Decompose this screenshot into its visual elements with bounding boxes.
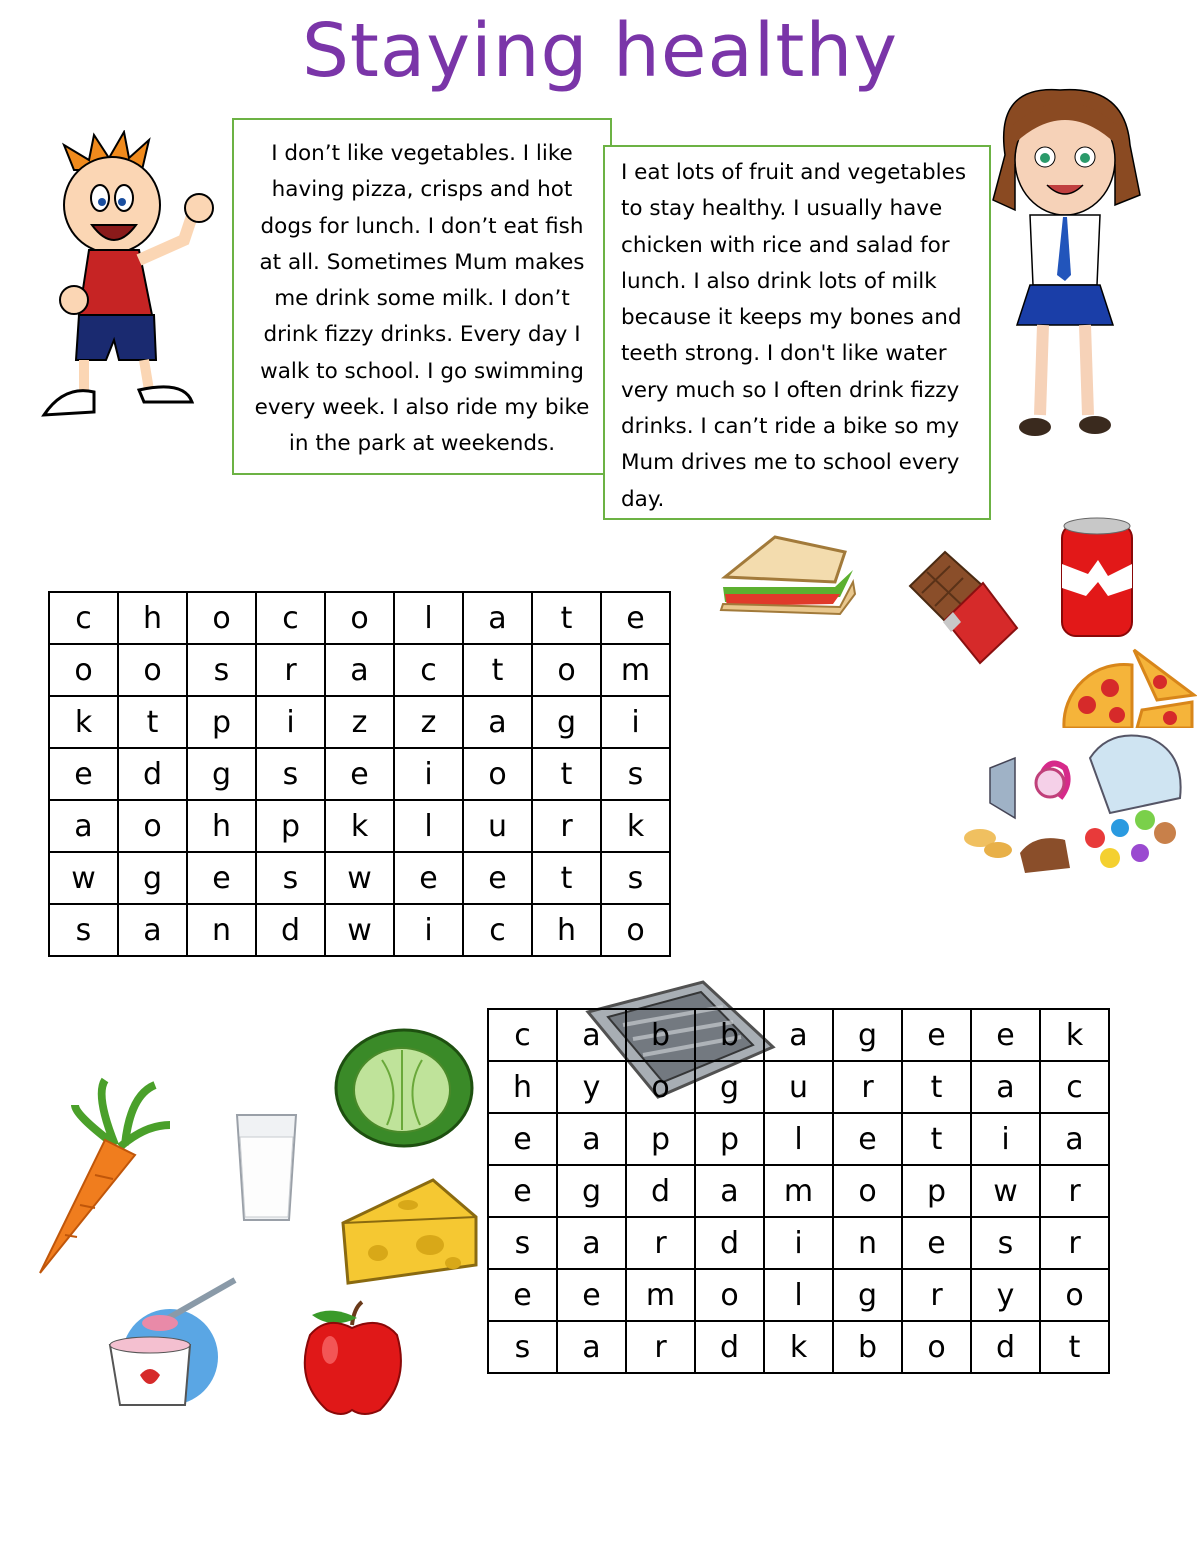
grid-letter-cell[interactable]: k: [325, 800, 394, 852]
grid-row: [488, 1321, 1109, 1373]
cabbage-icon: [332, 1020, 477, 1150]
grid-letter-cell[interactable]: o: [601, 904, 670, 956]
page-title: Staying healthy: [301, 8, 899, 94]
grid-letter-cell[interactable]: s: [49, 904, 118, 956]
grid-letter-cell[interactable]: y: [557, 1061, 626, 1113]
grid-letter-cell[interactable]: e: [49, 748, 118, 800]
grid-letter-cell[interactable]: m: [764, 1165, 833, 1217]
carrot-icon: [35, 1075, 175, 1275]
girl-illustration: [985, 85, 1155, 445]
grid-letter-cell[interactable]: t: [118, 696, 187, 748]
grid-letter-cell[interactable]: b: [695, 1009, 764, 1061]
grid-letter-cell[interactable]: e: [601, 592, 670, 644]
grid-row: [488, 1113, 1109, 1165]
grid-letter-cell[interactable]: c: [49, 592, 118, 644]
grid-letter-cell[interactable]: o: [118, 644, 187, 696]
grid-letter-cell[interactable]: g: [532, 696, 601, 748]
grid-letter-cell[interactable]: a: [764, 1009, 833, 1061]
boy-illustration: [34, 130, 234, 430]
grid-letter-cell[interactable]: a: [49, 800, 118, 852]
soda-can-icon: [1058, 516, 1138, 641]
grid-letter-cell[interactable]: a: [695, 1165, 764, 1217]
grid-letter-cell[interactable]: o: [1040, 1269, 1109, 1321]
grid-letter-cell[interactable]: i: [601, 696, 670, 748]
grid-letter-cell[interactable]: s: [601, 852, 670, 904]
grid-letter-cell[interactable]: p: [626, 1113, 695, 1165]
grid-row: [49, 852, 670, 904]
word-search-grid-healthy: [487, 1008, 1110, 1374]
grid-letter-cell[interactable]: a: [325, 644, 394, 696]
grid-letter-cell[interactable]: g: [118, 852, 187, 904]
grid-letter-cell[interactable]: o: [463, 748, 532, 800]
grid-row: [49, 592, 670, 644]
grid-letter-cell[interactable]: k: [1040, 1009, 1109, 1061]
grid-row: [49, 748, 670, 800]
grid-letter-cell[interactable]: p: [902, 1165, 971, 1217]
grid-letter-cell[interactable]: d: [695, 1217, 764, 1269]
grid-letter-cell[interactable]: s: [187, 644, 256, 696]
grid-letter-cell[interactable]: o: [49, 644, 118, 696]
grid-letter-cell[interactable]: o: [902, 1321, 971, 1373]
grid-letter-cell[interactable]: d: [256, 904, 325, 956]
grid-letter-cell[interactable]: r: [256, 644, 325, 696]
grid-letter-cell[interactable]: u: [463, 800, 532, 852]
grid-letter-cell[interactable]: l: [394, 800, 463, 852]
grid-letter-cell[interactable]: a: [463, 592, 532, 644]
grid-letter-cell[interactable]: a: [971, 1061, 1040, 1113]
grid-letter-cell[interactable]: g: [187, 748, 256, 800]
grid-letter-cell[interactable]: n: [187, 904, 256, 956]
grid-letter-cell[interactable]: o: [626, 1061, 695, 1113]
grid-letter-cell[interactable]: a: [463, 696, 532, 748]
word-search-grid-unhealthy: [48, 591, 671, 957]
grid-letter-cell[interactable]: s: [601, 748, 670, 800]
grid-letter-cell[interactable]: s: [256, 748, 325, 800]
grid-letter-cell[interactable]: t: [532, 748, 601, 800]
girl-text-box: I eat lots of fruit and vegetables to stay healthy. I usually have chicken with rice and salad for lunch. I also drink lots of milk because it keeps my bones and teeth strong. I don't like water very much so I often drink fizzy drinks. I can’t ride a bike so my Mum drives me to school every day.: [603, 145, 991, 520]
grid-row: [49, 644, 670, 696]
grid-letter-cell[interactable]: w: [325, 904, 394, 956]
yogurt-icon: [105, 1275, 240, 1415]
grid-letter-cell[interactable]: m: [601, 644, 670, 696]
grid-letter-cell[interactable]: e: [394, 852, 463, 904]
grid-letter-cell[interactable]: s: [488, 1321, 557, 1373]
grid-letter-cell[interactable]: r: [626, 1217, 695, 1269]
grid-letter-cell[interactable]: r: [902, 1269, 971, 1321]
grid-letter-cell[interactable]: r: [532, 800, 601, 852]
milk-glass-icon: [234, 1112, 299, 1224]
grid-letter-cell[interactable]: e: [488, 1113, 557, 1165]
grid-letter-cell[interactable]: s: [971, 1217, 1040, 1269]
boy-text-box: I don’t like vegetables. I like having pizza, crisps and hot dogs for lunch. I don’t eat fish at all. Sometimes Mum makes me drink some milk. I don’t drink fizzy drinks. Every day I walk to school. I go swimming every week. I also ride my bike in the park at weekends.: [232, 118, 612, 475]
grid-letter-cell[interactable]: i: [971, 1113, 1040, 1165]
grid-letter-cell[interactable]: i: [394, 748, 463, 800]
grid-letter-cell[interactable]: l: [764, 1269, 833, 1321]
grid-letter-cell[interactable]: g: [695, 1061, 764, 1113]
grid-letter-cell[interactable]: e: [488, 1165, 557, 1217]
grid-letter-cell[interactable]: k: [764, 1321, 833, 1373]
grid-row: [49, 696, 670, 748]
grid-letter-cell[interactable]: w: [49, 852, 118, 904]
grid-letter-cell[interactable]: i: [764, 1217, 833, 1269]
grid-letter-cell[interactable]: h: [488, 1061, 557, 1113]
grid-letter-cell[interactable]: z: [325, 696, 394, 748]
grid-row: [488, 1009, 1109, 1061]
grid-letter-cell[interactable]: w: [971, 1165, 1040, 1217]
grid-letter-cell[interactable]: a: [118, 904, 187, 956]
grid-letter-cell[interactable]: o: [325, 592, 394, 644]
grid-letter-cell[interactable]: r: [1040, 1217, 1109, 1269]
grid-letter-cell[interactable]: l: [764, 1113, 833, 1165]
grid-letter-cell[interactable]: t: [532, 592, 601, 644]
cheese-icon: [338, 1175, 480, 1285]
grid-letter-cell[interactable]: o: [833, 1165, 902, 1217]
grid-letter-cell[interactable]: e: [187, 852, 256, 904]
grid-letter-cell[interactable]: t: [532, 852, 601, 904]
grid-row: [49, 904, 670, 956]
grid-letter-cell[interactable]: a: [557, 1009, 626, 1061]
grid-letter-cell[interactable]: l: [394, 592, 463, 644]
grid-letter-cell[interactable]: w: [325, 852, 394, 904]
grid-letter-cell[interactable]: r: [626, 1321, 695, 1373]
sweets-and-crisps-icon: [960, 728, 1195, 878]
grid-letter-cell[interactable]: d: [971, 1321, 1040, 1373]
grid-letter-cell[interactable]: b: [626, 1009, 695, 1061]
grid-letter-cell[interactable]: r: [1040, 1165, 1109, 1217]
grid-letter-cell[interactable]: n: [833, 1217, 902, 1269]
grid-letter-cell[interactable]: a: [557, 1113, 626, 1165]
grid-row: [488, 1269, 1109, 1321]
grid-letter-cell[interactable]: e: [325, 748, 394, 800]
sandwich-icon: [715, 532, 860, 617]
grid-letter-cell[interactable]: a: [557, 1217, 626, 1269]
chocolate-bar-icon: [905, 548, 1020, 666]
grid-letter-cell[interactable]: e: [833, 1113, 902, 1165]
grid-letter-cell[interactable]: c: [1040, 1061, 1109, 1113]
grid-row: [488, 1165, 1109, 1217]
grid-letter-cell[interactable]: c: [394, 644, 463, 696]
grid-letter-cell[interactable]: c: [463, 904, 532, 956]
grid-letter-cell[interactable]: i: [256, 696, 325, 748]
grid-letter-cell[interactable]: t: [463, 644, 532, 696]
grid-letter-cell[interactable]: k: [49, 696, 118, 748]
grid-letter-cell[interactable]: u: [764, 1061, 833, 1113]
grid-letter-cell[interactable]: i: [394, 904, 463, 956]
grid-row: [488, 1061, 1109, 1113]
grid-letter-cell[interactable]: t: [902, 1113, 971, 1165]
grid-letter-cell[interactable]: d: [118, 748, 187, 800]
grid-letter-cell[interactable]: e: [971, 1009, 1040, 1061]
grid-letter-cell[interactable]: t: [902, 1061, 971, 1113]
grid-letter-cell[interactable]: t: [1040, 1321, 1109, 1373]
grid-letter-cell[interactable]: c: [488, 1009, 557, 1061]
grid-letter-cell[interactable]: a: [1040, 1113, 1109, 1165]
grid-letter-cell[interactable]: r: [833, 1061, 902, 1113]
grid-letter-cell[interactable]: e: [902, 1217, 971, 1269]
grid-letter-cell[interactable]: p: [256, 800, 325, 852]
grid-letter-cell[interactable]: o: [187, 592, 256, 644]
grid-letter-cell[interactable]: e: [488, 1269, 557, 1321]
grid-letter-cell[interactable]: d: [695, 1321, 764, 1373]
grid-letter-cell[interactable]: m: [626, 1269, 695, 1321]
grid-row: [488, 1217, 1109, 1269]
grid-letter-cell[interactable]: o: [118, 800, 187, 852]
grid-letter-cell[interactable]: b: [833, 1321, 902, 1373]
grid-letter-cell[interactable]: d: [626, 1165, 695, 1217]
grid-letter-cell[interactable]: g: [557, 1165, 626, 1217]
grid-row: [49, 800, 670, 852]
grid-letter-cell[interactable]: e: [463, 852, 532, 904]
grid-letter-cell[interactable]: h: [118, 592, 187, 644]
grid-letter-cell[interactable]: o: [695, 1269, 764, 1321]
grid-letter-cell[interactable]: s: [488, 1217, 557, 1269]
grid-letter-cell[interactable]: h: [187, 800, 256, 852]
grid-letter-cell[interactable]: g: [833, 1009, 902, 1061]
grid-letter-cell[interactable]: p: [695, 1113, 764, 1165]
pizza-icon: [1062, 640, 1197, 728]
grid-letter-cell[interactable]: s: [256, 852, 325, 904]
grid-letter-cell[interactable]: z: [394, 696, 463, 748]
grid-letter-cell[interactable]: e: [902, 1009, 971, 1061]
grid-letter-cell[interactable]: o: [532, 644, 601, 696]
grid-letter-cell[interactable]: p: [187, 696, 256, 748]
grid-letter-cell[interactable]: k: [601, 800, 670, 852]
apple-icon: [302, 1300, 404, 1418]
grid-letter-cell[interactable]: h: [532, 904, 601, 956]
grid-letter-cell[interactable]: e: [557, 1269, 626, 1321]
grid-letter-cell[interactable]: g: [833, 1269, 902, 1321]
grid-letter-cell[interactable]: c: [256, 592, 325, 644]
grid-letter-cell[interactable]: y: [971, 1269, 1040, 1321]
grid-letter-cell[interactable]: a: [557, 1321, 626, 1373]
